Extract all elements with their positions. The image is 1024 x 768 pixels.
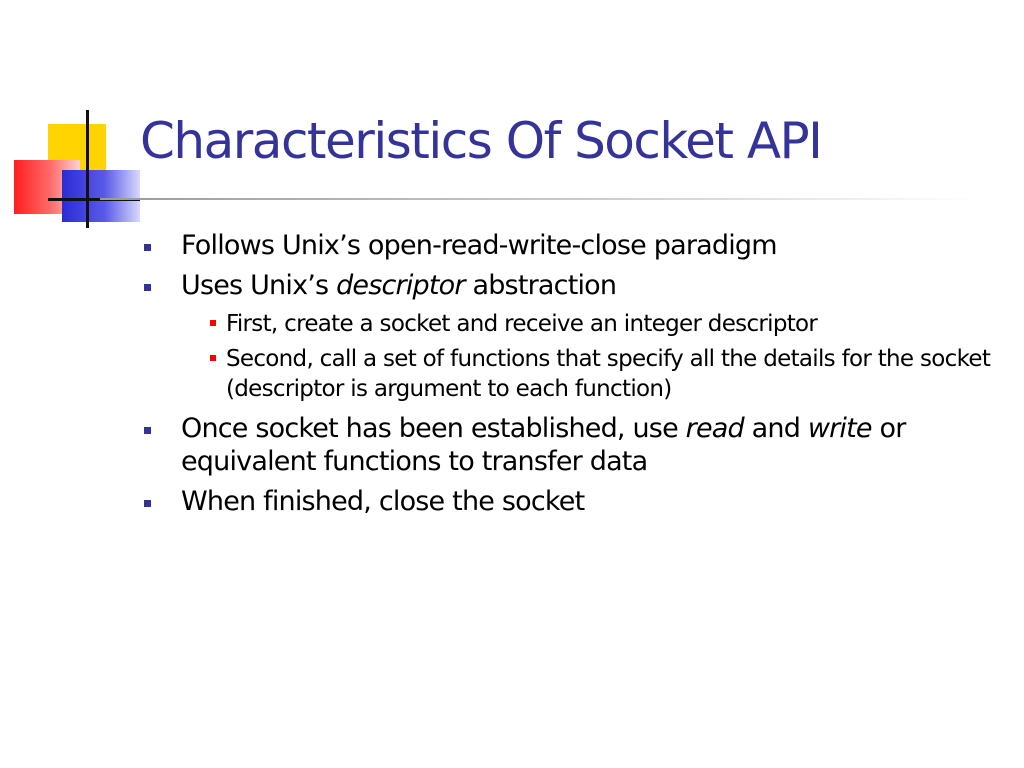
slide-title: Characteristics Of Socket API (140, 112, 822, 170)
bullet-item (144, 486, 994, 518)
sub-bullet-text: First, create a socket and receive an integer descriptor (226, 310, 818, 337)
bullet-text: Uses Unix’s descriptor abstraction (181, 270, 617, 302)
bullet-square-icon (144, 244, 151, 251)
bullet-list (144, 230, 994, 526)
bullet-text: Once socket has been established, use read and write or equivalent functions to transfer data (181, 413, 906, 477)
bullet-square-icon (144, 427, 151, 434)
sub-bullet-item (181, 309, 994, 340)
emphasis-text: descriptor (336, 270, 465, 302)
bullet-item (144, 413, 994, 478)
corner-decoration (0, 0, 140, 240)
bullet-item (144, 230, 994, 262)
vertical-line (86, 110, 89, 228)
sub-bullet-square-icon (210, 355, 216, 361)
sub-bullet-text: Second, call a set of functions that specify all the details for the socket (descriptor is argument to each function) (226, 345, 991, 403)
blue-gradient-square (62, 170, 140, 222)
sub-bullet-item (181, 344, 994, 406)
sub-bullet-list (181, 309, 994, 405)
bullet-text: When finished, close the socket (181, 486, 585, 517)
emphasis-text: read (685, 413, 744, 445)
bullet-text: Follows Unix’s open-read-write-close paradigm (181, 230, 777, 261)
sub-bullet-square-icon (210, 320, 216, 326)
title-underline (100, 198, 980, 200)
bullet-square-icon (144, 500, 151, 507)
emphasis-text: write (807, 413, 872, 445)
bullet-square-icon (144, 284, 151, 291)
bullet-item (144, 270, 994, 405)
